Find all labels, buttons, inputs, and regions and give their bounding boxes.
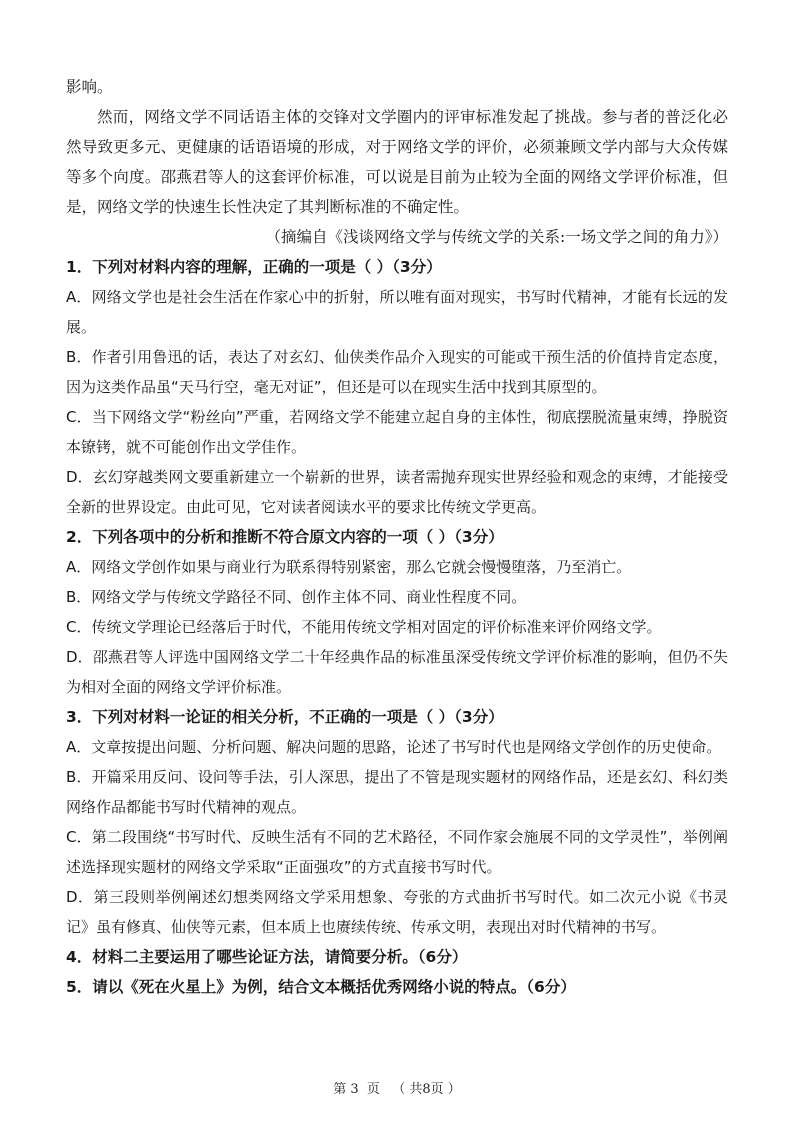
option-c: C．传统文学理论已经落后于时代，不能用传统文学相对固定的评价标准来评价网络文学。 bbox=[66, 618, 662, 636]
option-b: B．网络文学与传统文学路径不同、创作主体不同、商业性程度不同。 bbox=[66, 588, 527, 606]
question-5 bbox=[66, 972, 728, 1002]
question-2 bbox=[66, 522, 728, 702]
passage-source: （摘编自《浅谈网络文学与传统文学的关系:一场文学之间的角力》） bbox=[265, 228, 728, 246]
option-a: A．网络文学创作如果与商业行为联系得特别紧密，那么它就会慢慢堕落，乃至消亡。 bbox=[66, 558, 632, 576]
option-a: A．文章按提出问题、分析问题、解决问题的思路，论述了书写时代也是网络文学创作的历史使命。 bbox=[66, 738, 722, 756]
question-stem: 5．请以《死在火星上》为例，结合文本概括优秀网络小说的特点。（6分） bbox=[66, 978, 576, 996]
option-b: B．作者引用鲁迅的话，表达了对玄幻、仙侠类作品介入现实的可能或干预生活的价值持肯定态度，因为这类作品虽“天马行空，毫无对证”，但还是可以在现实生活中找到其原型的。 bbox=[66, 348, 728, 396]
question-1 bbox=[66, 252, 728, 522]
question-3 bbox=[66, 702, 728, 942]
question-stem: 3．下列对材料一论证的相关分析，不正确的一项是（ ）（3分） bbox=[66, 708, 504, 726]
option-a: A．网络文学也是社会生活在作家心中的折射，所以唯有面对现实，书写时代精神，才能有长远的发展。 bbox=[66, 288, 728, 336]
option-c: C．第二段围绕“书写时代、反映生活有不同的艺术路径，不同作家会施展不同的文学灵性”，举例阐述选择现实题材的网络文学采取“正面强攻”的方式直接书写时代。 bbox=[66, 828, 728, 876]
option-d: D．第三段则举例阐述幻想类网络文学采用想象、夸张的方式曲折书写时代。如二次元小说《书灵记》虽有修真、仙侠等元素，但本质上也赓续传统、传承文明，表现出对时代精神的书写。 bbox=[66, 888, 728, 936]
question-stem: 4．材料二主要运用了哪些论证方法，请简要分析。（6分） bbox=[66, 948, 468, 966]
option-d: D．邵燕君等人评选中国网络文学二十年经典作品的标准虽深受传统文学评价标准的影响，但仍不失为相对全面的网络文学评价标准。 bbox=[66, 648, 728, 696]
option-d: D．玄幻穿越类网文要重新建立一个崭新的世界，读者需抛弃现实世界经验和观念的束缚，才能接受全新的世界设定。由此可见，它对读者阅读水平的要求比传统文学更高。 bbox=[66, 468, 728, 516]
passage-line-top: 影响。 bbox=[66, 78, 113, 96]
question-stem: 1．下列对材料内容的理解，正确的一项是（ ）（3分） bbox=[66, 258, 442, 276]
option-b: B．开篇采用反问、设问等手法，引人深思，提出了不管是现实题材的网络作品，还是玄幻、科幻类网络作品都能书写时代精神的观点。 bbox=[66, 768, 728, 816]
question-4 bbox=[66, 942, 728, 972]
option-c: C．当下网络文学“粉丝向”严重，若网络文学不能建立起自身的主体性，彻底摆脱流量束缚，挣脱资本镣铐，就不可能创作出文学佳作。 bbox=[66, 408, 728, 456]
question-stem: 2．下列各项中的分析和推断不符合原文内容的一项（ ）（3分） bbox=[66, 528, 504, 546]
page-footer: 第 3 页 （ 共8页 ） bbox=[333, 1082, 461, 1097]
passage-paragraph: 然而，网络文学不同话语主体的交锋对文学圈内的评审标准发起了挑战。参与者的普泛化必然导致更多元、更健康的话语语境的形成，对于网络文学的评价，必须兼顾文学内部与大众传媒等多个向度。邵燕君等人的这套评价标准，可以说是目前为止较为全面的网络文学评价标准，但是，网络文学的快速生长性决定了其判断标准的不确定性。 bbox=[66, 108, 728, 216]
